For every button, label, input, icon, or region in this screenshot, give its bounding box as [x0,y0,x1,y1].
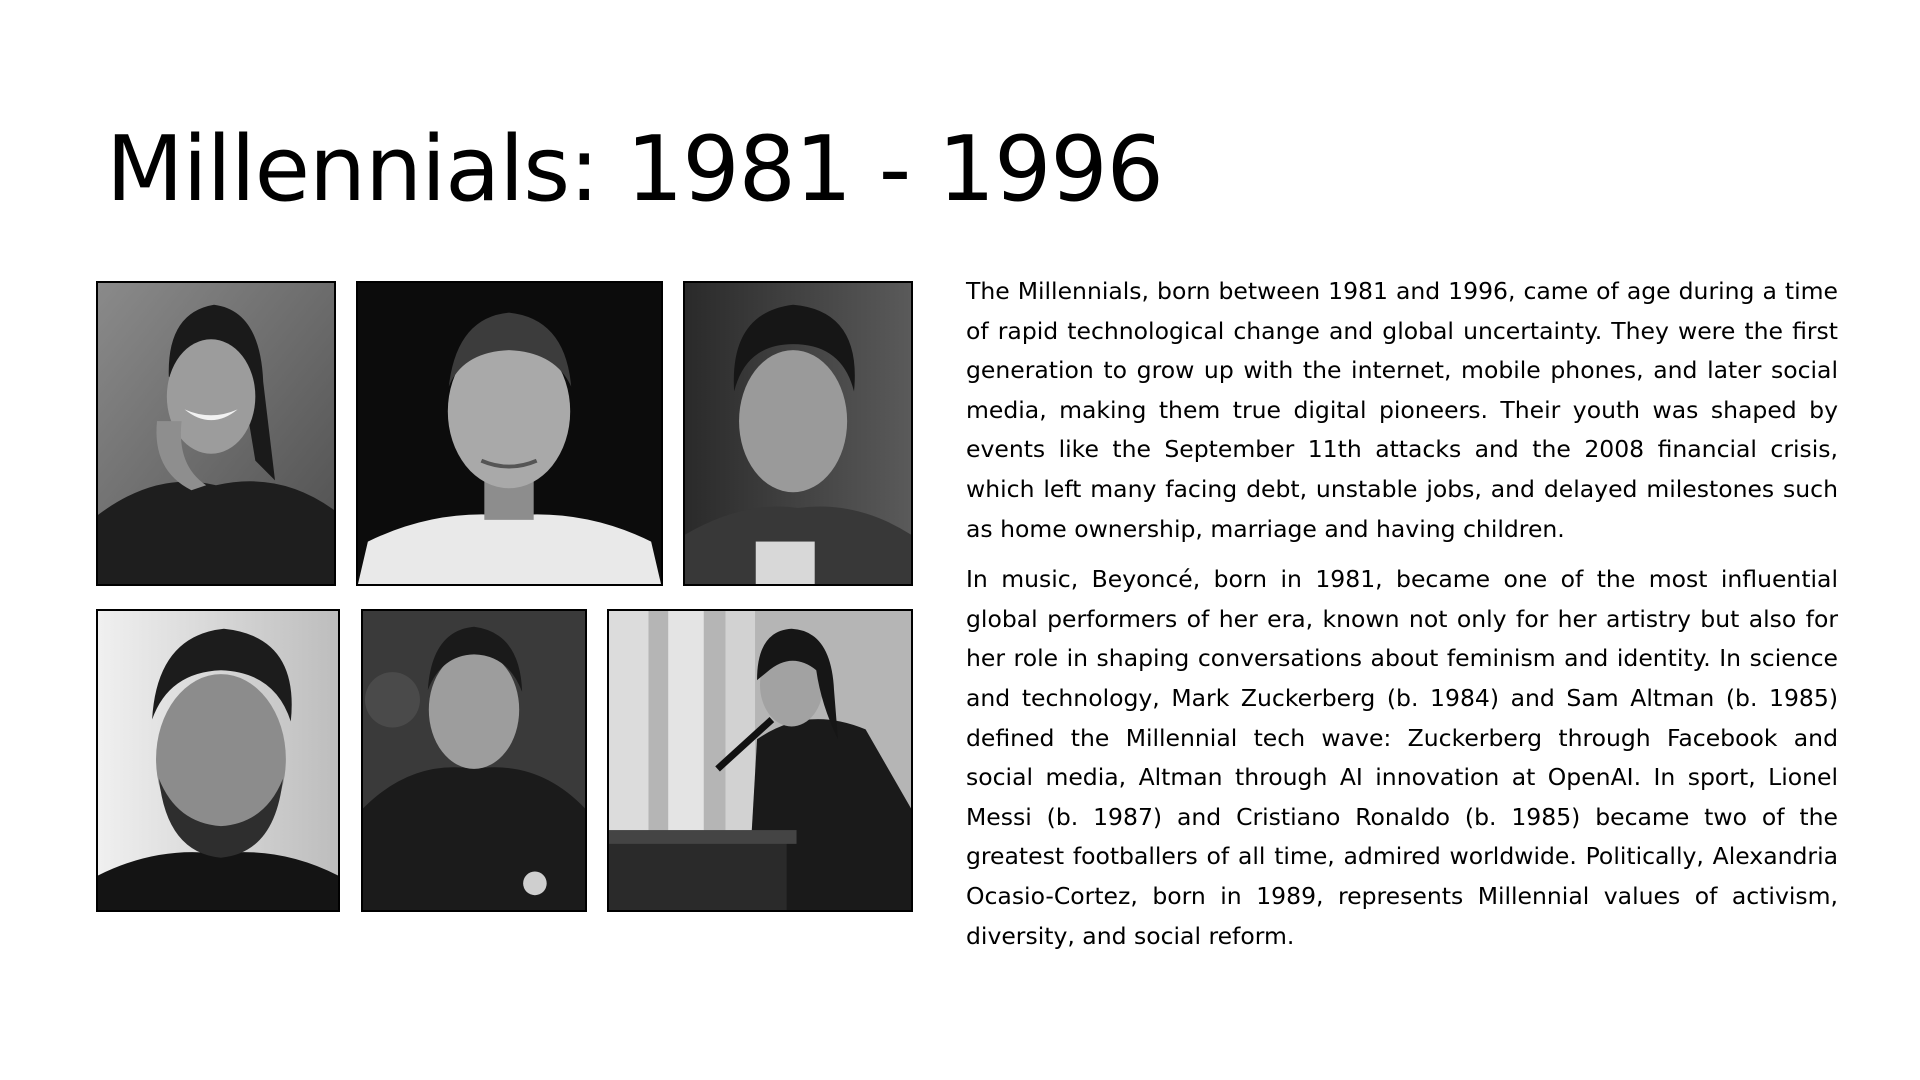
photo-mark-zuckerberg [356,281,663,586]
ronaldo-portrait [363,611,585,910]
body-text [966,272,1838,967]
beyonce-portrait [98,283,334,584]
photo-beyonce [96,281,336,586]
photo-sam-altman [683,281,913,586]
zuckerberg-portrait [358,283,661,584]
paragraph-notable-figures: In music, Beyoncé, born in 1981, became one of the most influential global performers of her era, known not only for her artistry but also for her role in shaping conversations about feminism and identity. In science and technology, Mark Zuckerberg (b. 1984) and Sam Altman (b. 1985) defined the Millennial tech wave: Zuckerberg through Facebook and social media, Altman through AI innovation at OpenAI. In sport, Lionel Messi (b. 1987) and Cristiano Ronaldo (b. 1985) became two of the greatest footballers of all time, admired worldwide. Politically, Alexandria Ocasio-Cortez, born in 1989, represents Millennial values of activism, diversity, and social reform. [966,565,1838,950]
photo-lionel-messi [96,609,340,912]
ocasio-cortez-portrait [609,611,911,910]
messi-portrait [98,611,338,910]
paragraph-intro: The Millennials, born between 1981 and 1996, came of age during a time of rapid technological change and global uncertainty. They were the first generation to grow up with the internet, mobile phones, and later social media, making them true digital pioneers. Their youth was shaped by events like the September 11th attacks and the 2008 financial crisis, which left many facing debt, unstable jobs, and delayed milestones such as home ownership, marriage and having children. [966,277,1838,543]
photo-cristiano-ronaldo [361,609,587,912]
slide-title: Millennials: 1981 - 1996 [106,117,1163,222]
photo-alexandria-ocasio-cortez [607,609,913,912]
altman-portrait [685,283,911,584]
